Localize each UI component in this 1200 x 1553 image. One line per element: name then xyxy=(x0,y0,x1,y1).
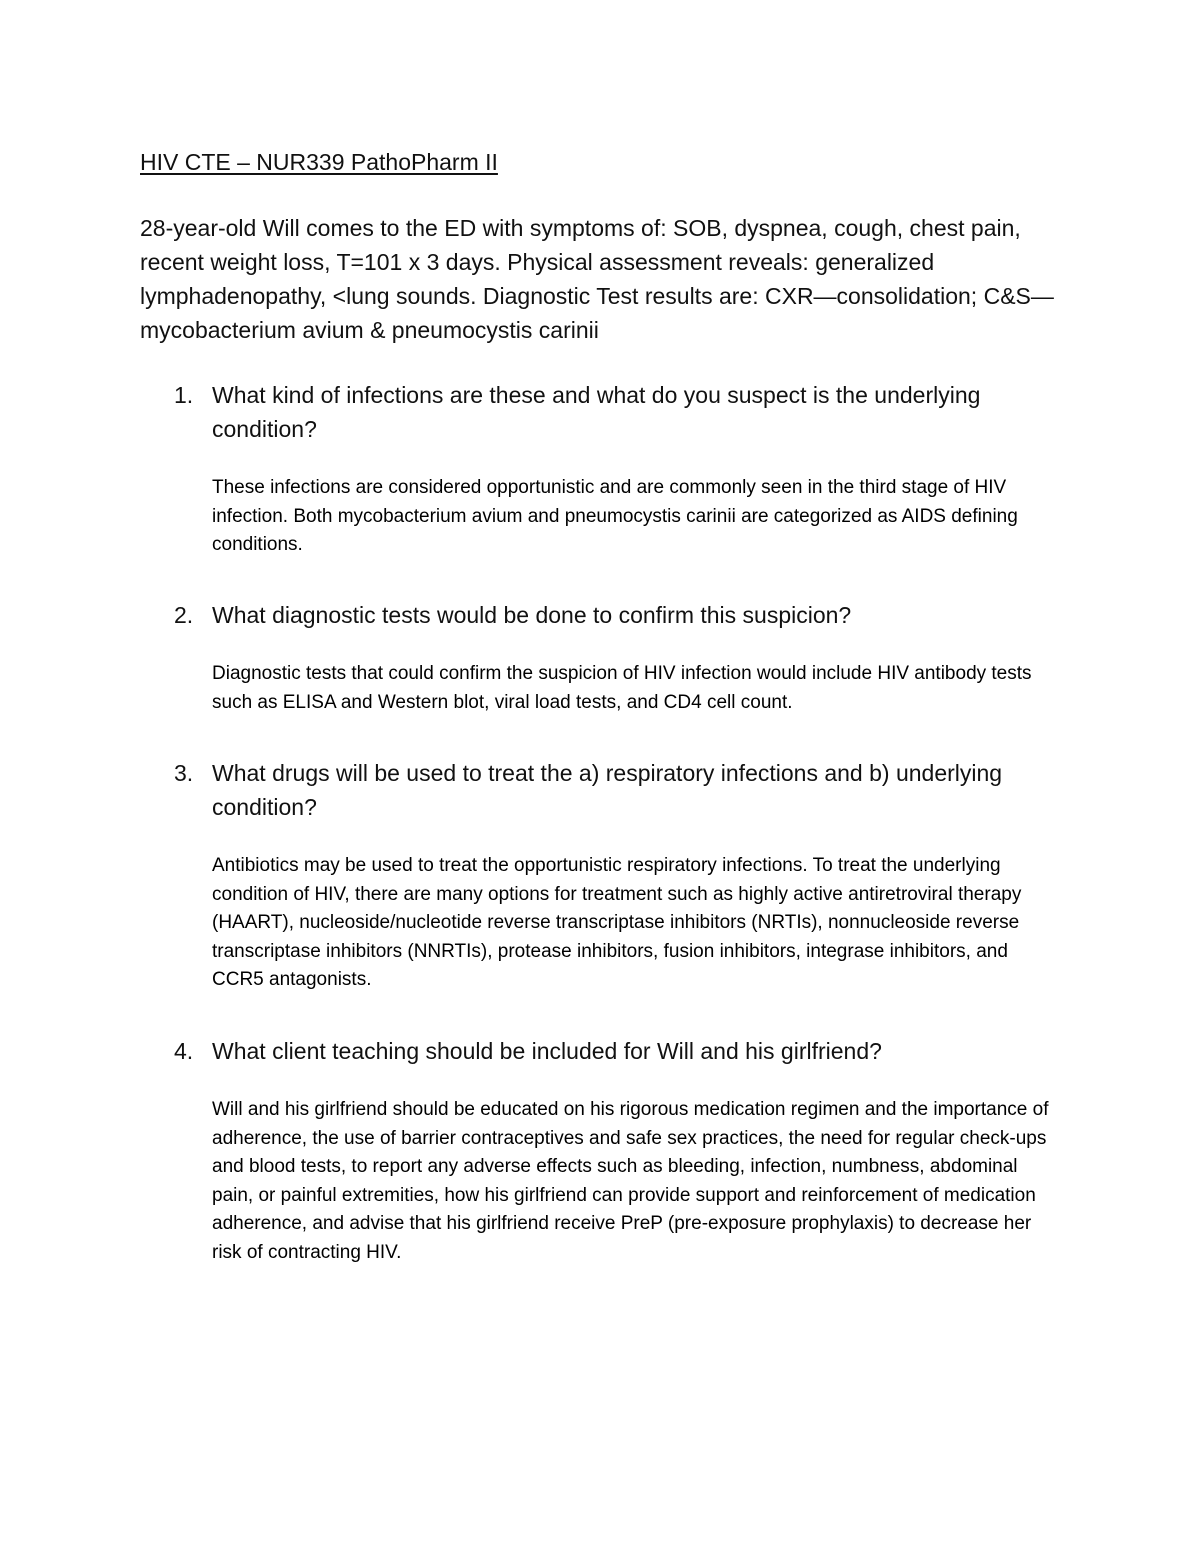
case-scenario: 28-year-old Will comes to the ED with symptoms of: SOB, dyspnea, cough, chest pain, recent weight loss, T=101 x 3 days. Physical assessment reveals: generalized lymphadenopathy, <lung sounds. Diagnostic Test results are: CXR—consolidation; C&S—mycobacterium avium & pneumocystis carinii xyxy=(140,215,1054,343)
question-1 xyxy=(140,378,1060,446)
question-text: What kind of infections are these and what do you suspect is the underlying condition? xyxy=(212,382,981,442)
question-text: What diagnostic tests would be done to confirm this suspicion? xyxy=(212,602,852,628)
question-2 xyxy=(140,598,1060,632)
answer-2: Diagnostic tests that could confirm the suspicion of HIV infection would include HIV antibody tests such as ELISA and Western blot, viral load tests, and CD4 cell count. xyxy=(212,663,1032,713)
question-block-1 xyxy=(140,378,1060,560)
answer-1: These infections are considered opportunistic and are commonly seen in the third stage of HIV infection. Both mycobacterium avium and pneumocystis carinii are categorized as AIDS defining conditions. xyxy=(212,477,1018,555)
question-4 xyxy=(140,1034,1060,1068)
answer-4: Will and his girlfriend should be educated on his rigorous medication regimen and the importance of adherence, the use of barrier contraceptives and safe sex practices, the need for regular check-ups and blood tests, to report any adverse effects such as bleeding, infection, numbness, abdominal pain, or painful extremities, how his girlfriend can provide support and reinforcement of medication adherence, and advise that his girlfriend receive PreP (pre-exposure prophylaxis) to decrease her risk of contracting HIV. xyxy=(212,1099,1049,1263)
question-number: 3. xyxy=(174,760,194,786)
document-title: HIV CTE – NUR339 PathoPharm II xyxy=(140,149,498,175)
question-3 xyxy=(140,756,1060,824)
question-block-4 xyxy=(140,1034,1060,1267)
question-number: 4. xyxy=(174,1038,194,1064)
question-number: 1. xyxy=(174,382,194,408)
answer-3: Antibiotics may be used to treat the opportunistic respiratory infections. To treat the underlying condition of HIV, there are many options for treatment such as highly active antiretroviral therapy (HAART), nucleoside/nucleotide reverse transcriptase inhibitors (NRTIs), nonnucleoside reverse transcriptase inhibitors (NNRTIs), protease inhibitors, fusion inhibitors, integrase inhibitors, and CCR5 antagonists. xyxy=(212,855,1022,990)
question-number: 2. xyxy=(174,602,194,628)
question-text: What client teaching should be included for Will and his girlfriend? xyxy=(212,1038,882,1064)
question-block-2 xyxy=(140,598,1060,717)
question-text: What drugs will be used to treat the a) respiratory infections and b) underlying condition? xyxy=(212,760,1003,820)
question-block-3 xyxy=(140,756,1060,995)
